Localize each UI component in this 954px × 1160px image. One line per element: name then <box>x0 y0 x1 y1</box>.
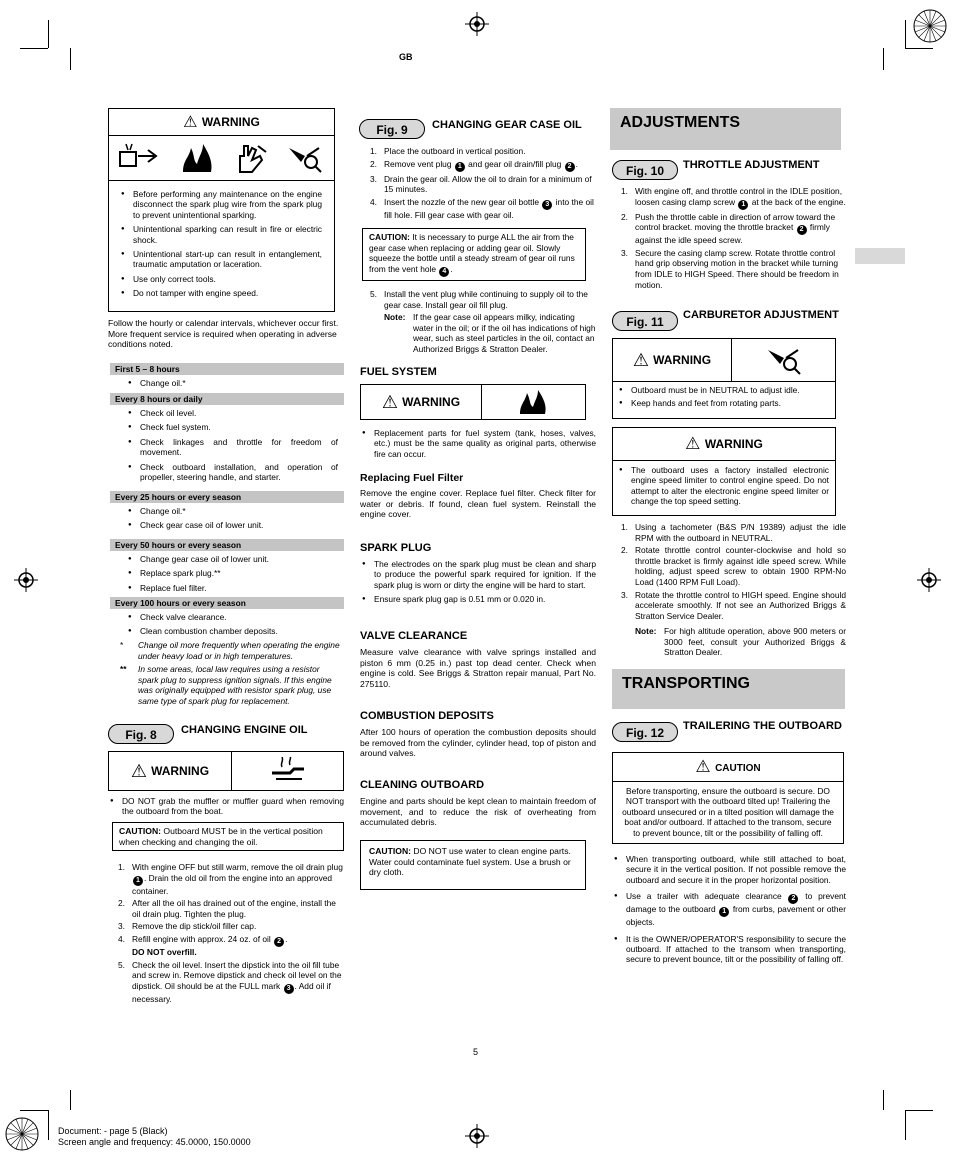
callout-3-icon: 3 <box>542 200 552 210</box>
caution-label: CAUTION: <box>369 232 410 242</box>
cleaning-outboard-text: Engine and parts should be kept clean to maintain freedom of movement, and to reduce the risk of overheating from accumulated debris. <box>360 796 596 828</box>
warning-triangle-icon: ⚠ <box>685 434 701 453</box>
footer-line: Screen angle and frequency: 45.0000, 150.0000 <box>58 1137 251 1147</box>
fig11-label: Fig. 11 <box>612 311 678 331</box>
warning-triangle-icon: ⚠ <box>695 757 711 776</box>
muffler-warning-box <box>108 751 344 791</box>
footer-line: Document: - page 5 (Black) <box>58 1126 168 1136</box>
rotating-propeller-icon <box>764 344 804 376</box>
note-label: Note: <box>635 626 657 636</box>
transport-caution-box <box>612 752 844 844</box>
page-number: 5 <box>473 1047 479 1057</box>
step: 2. Rotate throttle control counter-clockwise and hold so throttle bracket is firmly against idle speed screw. While holding, adjust speed screw to obtain 1900 RPM-No Load (1400 RPM Full Load). <box>621 545 846 587</box>
step: 2. Push the throttle cable in direction of arrow toward the control bracket. moving the throttle bracket 2 firmly against the idle speed screw. <box>621 211 836 246</box>
oil-caution-box <box>112 822 344 851</box>
callout-4-icon: 4 <box>439 267 449 277</box>
note-text: If the gear case oil appears milky, indicating water in the oil; or if the oil has indications of high wear, such as steel particles in the oil, contact an Authorized Briggs & Stratton Dealer. <box>413 312 596 354</box>
cleaning-outboard-heading: CLEANING OUTBOARD <box>360 779 485 791</box>
carburetor-warning-item: ● Keep hands and feet from rotating parts. <box>617 398 829 408</box>
note-text: In some areas, local law requires using a resistor spark plug to suppress ignition signals. If this engine was originally equipped with resistor spark plug, use same type of spark plug for replacement. <box>138 664 332 706</box>
spark-plug-disconnect-icon <box>118 142 162 174</box>
schedule-item: ● Check gear case oil of lower unit. <box>126 520 338 530</box>
rotating-propeller-icon <box>285 142 325 174</box>
transport-item: ● Use a trailer with adequate clearance 2 to prevent damage to the outboard 1 from curbs, pavement or other objects. <box>612 891 846 927</box>
fig10-label: Fig. 10 <box>612 160 678 180</box>
schedule-item: ● Check outboard installation, and operation of propeller, steering handle, and starter. <box>126 462 338 483</box>
callout-2-icon: 2 <box>788 894 798 904</box>
gear-case-caution-box: CAUTION: It is necessary to purge ALL the air from the gear case when replacing or adding gear oil. Slowly squeeze the bottle until a steady stream of gear oil runs from the vent hole 4 . <box>362 228 586 281</box>
note-mark: * <box>120 640 124 650</box>
step: 3. Drain the gear oil. Allow the oil to drain for a minimum of 15 minutes. <box>370 173 592 195</box>
throttle-steps <box>621 186 846 292</box>
schedule-item: ● Replace spark plug.** <box>126 568 338 578</box>
callout-1-icon: 1 <box>133 876 143 886</box>
replacing-fuel-filter-heading: Replacing Fuel Filter <box>360 472 464 484</box>
valve-clearance-text: Measure valve clearance with valve springs installed and piston 6 mm (0.25 in.) past top dead center. Check when engine is cold. See Briggs & Stratton repair manual, Part No. 275110. <box>360 647 596 689</box>
step: 1. Place the outboard in vertical position. <box>370 146 526 156</box>
do-not-overfill: DO NOT overfill. <box>132 946 197 957</box>
fuel-warning-item: ● Replacement parts for fuel system (tank, hoses, valves, etc.) must be the same quality as original parts, otherwise fire can occur. <box>360 428 596 459</box>
fig12-label: Fig. 12 <box>612 722 678 742</box>
warning-item: ● Unintentional start-up can result in entanglement, traumatic amputation or laceration. <box>119 249 322 270</box>
warning-item: ● Unintentional sparking can result in fire or electric shock. <box>119 224 322 245</box>
warning-title: WARNING <box>402 395 461 409</box>
hot-surface-icon <box>268 757 308 785</box>
gear-oil-note <box>384 312 596 354</box>
warning-title: WARNING <box>201 115 260 129</box>
step: 2. Remove vent plug 1 and gear oil drain/fill plug 2 . <box>370 158 578 170</box>
schedule-item: ● Change oil.* <box>126 378 338 388</box>
combustion-deposits-text: After 100 hours of operation the combustion deposits should be removed from the cylinder, cylinder head, top of piston and around valves. <box>360 727 596 759</box>
step: 3. Remove the dip stick/oil filler cap. <box>118 921 257 932</box>
step: 3. Secure the casing clamp screw. Rotate throttle control hand grip observing motion in the bracket while turning from IDLE to HIGH Speed. There should be freedom in motion. <box>621 247 839 290</box>
maintenance-warning-box <box>108 108 335 312</box>
schedule-item: ● Clean combustion chamber deposits. <box>126 626 338 636</box>
caution-text: Outboard MUST be in the vertical position when checking and changing the oil. <box>119 826 323 847</box>
callout-1-icon: 1 <box>455 162 465 172</box>
muffler-warning-item: ● DO NOT grab the muffler or muffler guard when removing the outboard from the boat. <box>108 796 344 817</box>
warning-item: ● Do not tamper with engine speed. <box>119 288 322 298</box>
callout-3-icon: 3 <box>284 984 294 994</box>
hazard-icons <box>109 136 334 181</box>
changing-gear-case-oil-heading: CHANGING GEAR CASE OIL <box>432 119 582 131</box>
warning-triangle-icon: ⚠ <box>130 760 148 781</box>
caution-label: CAUTION: <box>119 826 162 836</box>
engine-oil-steps <box>118 862 344 1006</box>
trailering-heading: TRAILERING THE OUTBOARD <box>683 720 842 732</box>
hand-entanglement-icon <box>232 142 268 174</box>
schedule-header: First 5 – 8 hours <box>110 363 344 375</box>
callout-1-icon: 1 <box>738 200 748 210</box>
registration-mark-icon <box>465 12 489 36</box>
transport-list <box>612 854 846 969</box>
warning-title: WARNING <box>151 764 210 778</box>
note-label: Note: <box>384 312 406 322</box>
step: 4. Refill engine with approx. 24 oz. of oil 2 . DO NOT overfill. <box>118 933 288 957</box>
warning-item: ● Use only correct tools. <box>119 274 322 284</box>
warning-list <box>119 189 322 299</box>
adjustments-section-title: ADJUSTMENTS <box>610 108 841 150</box>
carburetor-adjustment-heading: CARBURETOR ADJUSTMENT <box>683 309 839 321</box>
step: 1. With engine off, and throttle control in the IDLE position, loosen casing clamp screw 1 at the back of the engine. <box>621 186 846 208</box>
step: 3. Rotate the throttle control to HIGH speed. Engine should accelerate smoothly. If not see an Authorized Briggs & Stratton Service Dealer. <box>621 589 846 621</box>
step: 5. Install the vent plug while continuing to supply oil to the gear case. Install gear oil fill plug. <box>370 289 588 310</box>
intro-paragraph: Follow the hourly or calendar intervals, whichever occur first. More frequent service is required when operating in adverse conditions noted. <box>108 318 339 350</box>
spark-plug-heading: SPARK PLUG <box>360 542 432 554</box>
caution-label: CAUTION: <box>369 846 412 856</box>
caution-text: DO NOT use water to clean engine parts. Water could contaminate fuel system. Use a brush or dry cloth. <box>369 846 571 878</box>
throttle-adjustment-heading: THROTTLE ADJUSTMENT <box>683 159 820 171</box>
schedule-header: Every 50 hours or every season <box>110 539 344 551</box>
registration-mark-icon <box>14 568 38 592</box>
gear-oil-steps <box>370 146 596 222</box>
warning-triangle-icon: ⚠ <box>632 349 650 370</box>
schedule-header: Every 100 hours or every season <box>110 597 344 609</box>
registration-mark-icon <box>917 568 941 592</box>
fire-icon <box>517 389 551 415</box>
combustion-deposits-heading: COMBUSTION DEPOSITS <box>360 710 494 722</box>
fig8-label: Fig. 8 <box>108 724 174 744</box>
callout-2-icon: 2 <box>274 937 284 947</box>
warning-title: WARNING <box>704 437 763 451</box>
carburetor-warning-item: ● Outboard must be in NEUTRAL to adjust idle. <box>617 385 829 395</box>
print-footer <box>58 1126 251 1148</box>
warning-triangle-icon: ⚠ <box>183 114 198 131</box>
schedule-item: ● Check fuel system. <box>126 422 338 432</box>
transporting-section-title: TRANSPORTING <box>612 669 845 709</box>
carburetor-warning-box <box>612 338 836 419</box>
speed-limiter-warning-box <box>612 427 836 516</box>
step: 5. Check the oil level. Insert the dipstick into the oil fill tube and screw in. Remove dipstick and check oil level on the dipstick. Oil should be at the FULL mark 3 . Add oil if necessary. <box>118 959 342 1004</box>
transport-item: ● When transporting outboard, while still attached to boat, secure it in the vertical position. If not possible remove the outboard and secure it in the proper horizontal position. <box>612 854 846 885</box>
language-code: GB <box>399 52 413 62</box>
note-text: Change oil more frequently when operating the engine under heavy load or in high temperatures. <box>138 640 340 661</box>
schedule-item: ● Change gear case oil of lower unit. <box>126 554 338 564</box>
schedule-item: ● Check valve clearance. <box>126 612 338 622</box>
callout-2-icon: 2 <box>797 225 807 235</box>
schedule-item: ● Check linkages and throttle for freedom of movement. <box>126 437 338 458</box>
step: 1. Using a tachometer (B&S P/N 19389) adjust the idle RPM with the outboard in NEUTRAL. <box>621 522 846 543</box>
step: 2. After all the oil has drained out of the engine, install the oil drain plug. Tighten the plug. <box>118 898 336 919</box>
caution-text: Before transporting, ensure the outboard is secure. DO NOT transport with the outboard tilted up! Trailering the outboard unsecured or in a tilted position will damage the boat and/or outboard. If attached to the transom, secure to prevent bounce, tilt or the possibility of falling off. <box>622 786 834 838</box>
step: 1. With engine OFF but still warm, remove the oil drain plug 1 . Drain the old oil from the engine into an approved container. <box>118 862 343 896</box>
caution-text: It is necessary to purge ALL the air from the gear case when replacing or adding gear oil. Slowly squeeze the bottle until a steady stream of gear oil runs from the vent hole <box>369 232 575 274</box>
callout-2-icon: 2 <box>565 162 575 172</box>
valve-clearance-heading: VALVE CLEARANCE <box>360 630 468 642</box>
note-mark: ** <box>120 664 127 675</box>
schedule-header: Every 8 hours or daily <box>110 393 344 405</box>
changing-engine-oil-heading: CHANGING ENGINE OIL <box>181 724 308 736</box>
fig9-label: Fig. 9 <box>359 119 425 139</box>
schedule-item: ● Replace fuel filter. <box>126 583 338 593</box>
registration-mark-icon <box>465 1124 489 1148</box>
warning-title: WARNING <box>653 353 712 367</box>
transport-item: ● It is the OWNER/OPERATOR'S responsibility to secure the outboard. If attached to the transom when transporting, secure to prevent bounce, tilt or the possibility of falling off. <box>612 934 846 965</box>
schedule-header: Every 25 hours or every season <box>110 491 344 503</box>
fire-icon <box>179 142 215 174</box>
star-target-icon <box>912 8 948 44</box>
warning-triangle-icon: ⚠ <box>381 391 399 412</box>
warning-item: ● Before performing any maintenance on the engine disconnect the spark plug wire from the spark plug to prevent unintentional sparking. <box>119 189 322 220</box>
schedule-item: ● Check oil level. <box>126 408 338 418</box>
spark-plug-item: ● The electrodes on the spark plug must be clean and sharp to produce the powerful spark required for ignition. If the spark plug is worn or dirty the engine will be hard to start. <box>360 559 596 590</box>
schedule-notes <box>112 640 342 707</box>
spark-plug-item: ● Ensure spark plug gap is 0.51 mm or 0.020 in. <box>360 594 596 604</box>
schedule-item: ● Change oil.* <box>126 506 338 516</box>
side-tab <box>855 248 905 264</box>
star-target-icon <box>4 1116 40 1152</box>
altitude-note <box>635 626 846 658</box>
fuel-system-heading: FUEL SYSTEM <box>360 366 437 378</box>
step: 4. Insert the nozzle of the new gear oil bottle 3 into the oil fill hole. Fill gear case with gear oil. <box>370 196 594 220</box>
carburetor-steps <box>621 522 846 623</box>
fuel-filter-text: Remove the engine cover. Replace fuel filter. Check filter for water or debris. If found, clean fuel system. Reinstall the engine cover. <box>360 488 596 520</box>
caution-title: CAUTION <box>715 763 761 774</box>
callout-1-icon: 1 <box>719 907 729 917</box>
fuel-warning-box <box>360 384 586 420</box>
speed-limiter-warning-item: ● The outboard uses a factory installed electronic engine speed limiter to control engine speed. Do not attempt to alter the electronic engine speed limiter or change the top speed setting. <box>617 465 829 507</box>
note-text: For high altitude operation, above 900 meters or 3000 feet, consult your Authorized Briggs & Stratton Dealer. <box>664 626 846 658</box>
gear-oil-step-5 <box>370 289 596 312</box>
cleaning-caution-box <box>360 840 586 890</box>
